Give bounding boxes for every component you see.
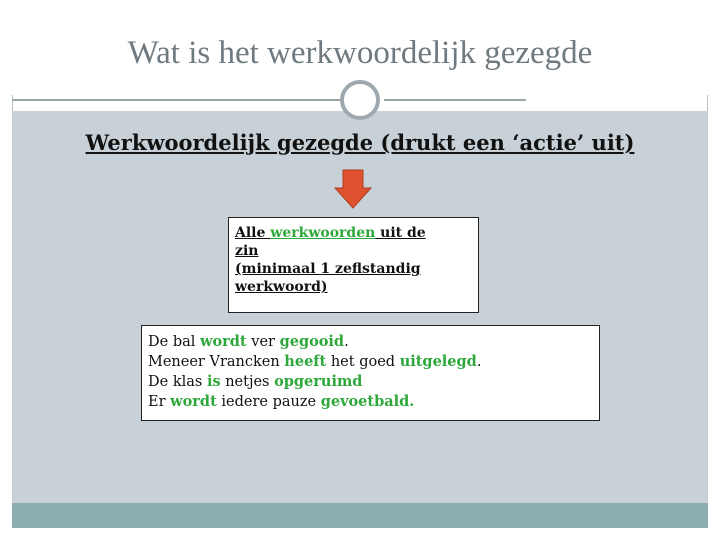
definition-line-3: (minimaal 1 zeflstandig <box>235 261 421 277</box>
example-verb: wordt <box>200 333 247 350</box>
definition-box <box>228 217 479 313</box>
example-verb: wordt <box>170 393 217 410</box>
example-text: netjes <box>220 374 275 390</box>
example-text: . <box>344 334 349 350</box>
example-line <box>148 392 593 412</box>
example-verb: heeft <box>284 353 327 370</box>
example-verb: is <box>206 373 221 390</box>
example-text: Er <box>148 394 171 410</box>
example-verb: gegooid <box>279 333 345 350</box>
example-verb: gevoetbald. <box>320 393 415 410</box>
definition-text: uit de <box>375 225 426 241</box>
circle-ornament-icon <box>340 80 380 120</box>
examples-box <box>141 325 600 421</box>
example-text: Meneer Vrancken <box>148 354 285 370</box>
definition-line-2: zin <box>235 243 259 259</box>
example-line <box>148 372 593 392</box>
definition-text: Alle <box>235 225 271 241</box>
slide-title: Wat is het werkwoordelijk gezegde <box>127 35 593 71</box>
example-verb: uitgelegd <box>399 353 477 370</box>
definition-line-1 <box>235 224 472 242</box>
example-verb: opgeruimd <box>274 373 363 390</box>
definition-green-word: werkwoorden <box>270 225 376 241</box>
example-text: De klas <box>148 374 207 390</box>
slide-heading: Werkwoordelijk gezegde (drukt een ‘actie’ uit) <box>85 130 635 155</box>
example-text: het goed <box>326 354 400 370</box>
example-line <box>148 332 593 352</box>
footer-bar <box>12 503 708 528</box>
example-text: De bal <box>148 334 200 350</box>
example-text: iedere pauze <box>216 394 321 410</box>
separator-line-right <box>384 99 526 101</box>
arrow-down-icon <box>333 168 373 210</box>
definition-line-4: werkwoord) <box>235 279 328 295</box>
example-line <box>148 352 593 372</box>
example-text: . <box>476 354 482 370</box>
separator-line-left <box>12 99 342 101</box>
example-text: ver <box>246 334 280 350</box>
